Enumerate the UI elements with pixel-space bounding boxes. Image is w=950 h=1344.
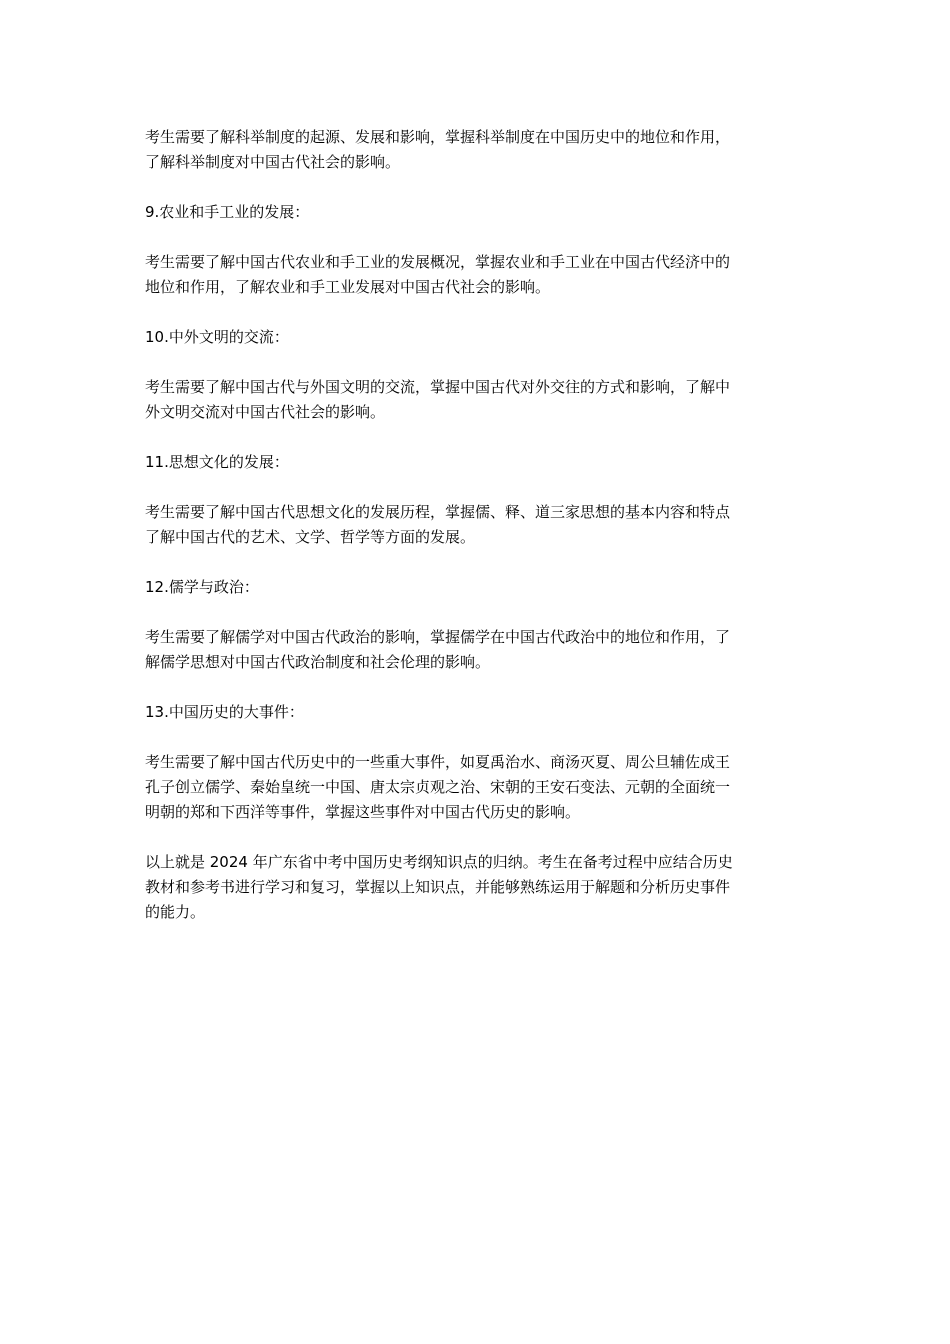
paragraph-line: 以上就是 2024 年广东省中考中国历史考纲知识点的归纳。考生在备考过程中应结合历史 bbox=[145, 853, 733, 871]
paragraph-line: 明朝的郑和下西洋等事件，掌握这些事件对中国古代历史的影响。 bbox=[145, 803, 581, 821]
paragraph-line: 考生需要了解中国古代历史中的一些重大事件，如夏禹治水、商汤灭夏、周公旦辅佐成王 bbox=[145, 753, 731, 771]
paragraph-line: 了解科举制度对中国古代社会的影响。 bbox=[145, 153, 401, 171]
paragraph-major-events bbox=[145, 750, 810, 825]
paragraph-line: 了解中国古代的艺术、文学、哲学等方面的发展。 bbox=[145, 528, 476, 546]
paragraph-line: 考生需要了解中国古代与外国文明的交流，掌握中国古代对外交往的方式和影响，了解中 bbox=[145, 378, 731, 396]
paragraph-line: 孔子创立儒学、秦始皇统一中国、唐太宗贞观之治、宋朝的王安石变法、元朝的全面统一 bbox=[145, 778, 731, 796]
document-page bbox=[145, 125, 810, 950]
paragraph-agriculture bbox=[145, 250, 810, 300]
paragraph-line: 教材和参考书进行学习和复习，掌握以上知识点，并能够熟练运用于解题和分析历史事件 bbox=[145, 878, 731, 896]
paragraph-line: 考生需要了解中国古代思想文化的发展历程，掌握儒、释、道三家思想的基本内容和特点 bbox=[145, 503, 731, 521]
paragraph-exchange bbox=[145, 375, 810, 425]
section-heading-10: 10.中外文明的交流： bbox=[145, 328, 289, 346]
paragraph-line: 考生需要了解儒学对中国古代政治的影响，掌握儒学在中国古代政治中的地位和作用，了 bbox=[145, 628, 731, 646]
paragraph-summary bbox=[145, 850, 810, 925]
paragraph-line: 解儒学思想对中国古代政治制度和社会伦理的影响。 bbox=[145, 653, 491, 671]
section-heading-13: 13.中国历史的大事件： bbox=[145, 703, 304, 721]
section-heading-11: 11.思想文化的发展： bbox=[145, 453, 289, 471]
paragraph-line: 外文明交流对中国古代社会的影响。 bbox=[145, 403, 386, 421]
section-heading-9: 9.农业和手工业的发展： bbox=[145, 203, 310, 221]
paragraph-confucianism bbox=[145, 625, 810, 675]
paragraph-thought bbox=[145, 500, 810, 550]
section-heading-12: 12.儒学与政治： bbox=[145, 578, 259, 596]
paragraph-line: 考生需要了解科举制度的起源、发展和影响，掌握科举制度在中国历史中的地位和作用， bbox=[145, 128, 731, 146]
paragraph-keju bbox=[145, 125, 810, 175]
paragraph-line: 的能力。 bbox=[145, 903, 206, 921]
paragraph-line: 地位和作用，了解农业和手工业发展对中国古代社会的影响。 bbox=[145, 278, 551, 296]
paragraph-line: 考生需要了解中国古代农业和手工业的发展概况，掌握农业和手工业在中国古代经济中的 bbox=[145, 253, 731, 271]
